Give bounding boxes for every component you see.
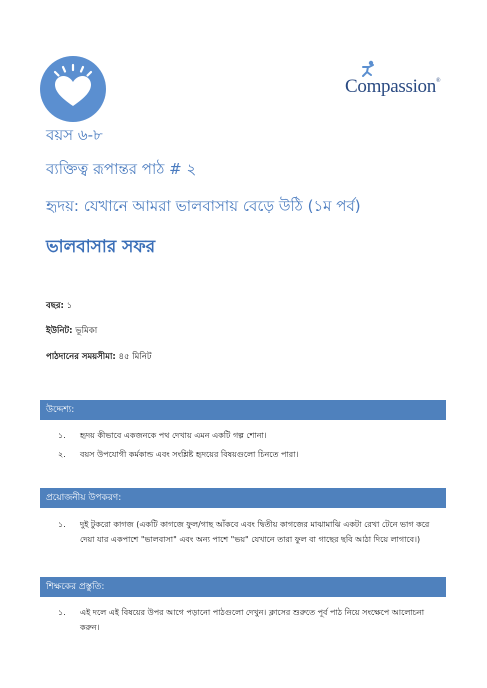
section-header-materials: প্রয়োজনীয় উপকরণ: [40,488,446,508]
meta-time-value: ৪৫ মিনিট [118,352,152,362]
meta-year [46,299,72,313]
compassion-logo [345,60,445,100]
objectives-list [58,428,438,466]
section-header-objectives: উদ্দেশ্য: [40,400,446,420]
heart-icon [40,56,106,122]
brand-name: Compassion® [345,76,441,97]
list-item: ১. হৃদয় কীভাবে একজনকে পথ দেখায় এমন একটি গল্প শোনা। [58,431,267,440]
meta-unit-value: ভূমিকা [75,326,98,336]
meta-year-value: ১ [66,301,73,311]
age-range: বয়স ৬-৮ [46,126,103,144]
lesson-series: ব্যক্তিত্ব রূপান্তর পাঠ # ২ [46,160,197,178]
section-header-preparation: শিক্ষকের প্রস্তুতি: [40,577,446,597]
materials-list [58,517,438,547]
meta-unit [46,324,97,338]
meta-time [46,350,152,364]
list-item: ১. দুই টুকরো কাগজ (একটি কাগজে ফুল/গাছ আঁকবে এবং দ্বিতীয় কাগজের মাঝামাঝি একটা রেখা টেনে ভাগ করে দেয়া যার একপাশে "ভালবাসা" এবং অন্য পাশে "ভয়" যেখানে তারা ফুল বা গাছের ছবি আঠা দিয়ে লাগাবে।) [58,520,430,544]
meta-year-label: বছর: [46,301,64,311]
lesson-title: হৃদয়: যেখানে আমরা ভালবাসায় বেড়ে উঠি (১ম পর্ব) [46,197,361,215]
meta-unit-label: ইউনিট: [46,326,73,336]
list-item: ২. বয়স উপযোগী কর্মকান্ড এবং সংশ্লিষ্ট হৃদয়ের বিষয়গুলো চিনতে পারা। [58,450,299,459]
preparation-list [58,605,438,635]
list-item: ১. এই দলে এই বিষয়ের উপর আগে পড়ানো পাঠগুলো দেখুন। ক্লাসের শুরুতে পূর্ব পাঠ নিয়ে সংক্ষেপে আলোচনা করুন। [58,608,425,632]
meta-time-label: পাঠদানের সময়সীমা: [46,352,116,362]
page-title: ভালবাসার সফর [46,237,156,257]
